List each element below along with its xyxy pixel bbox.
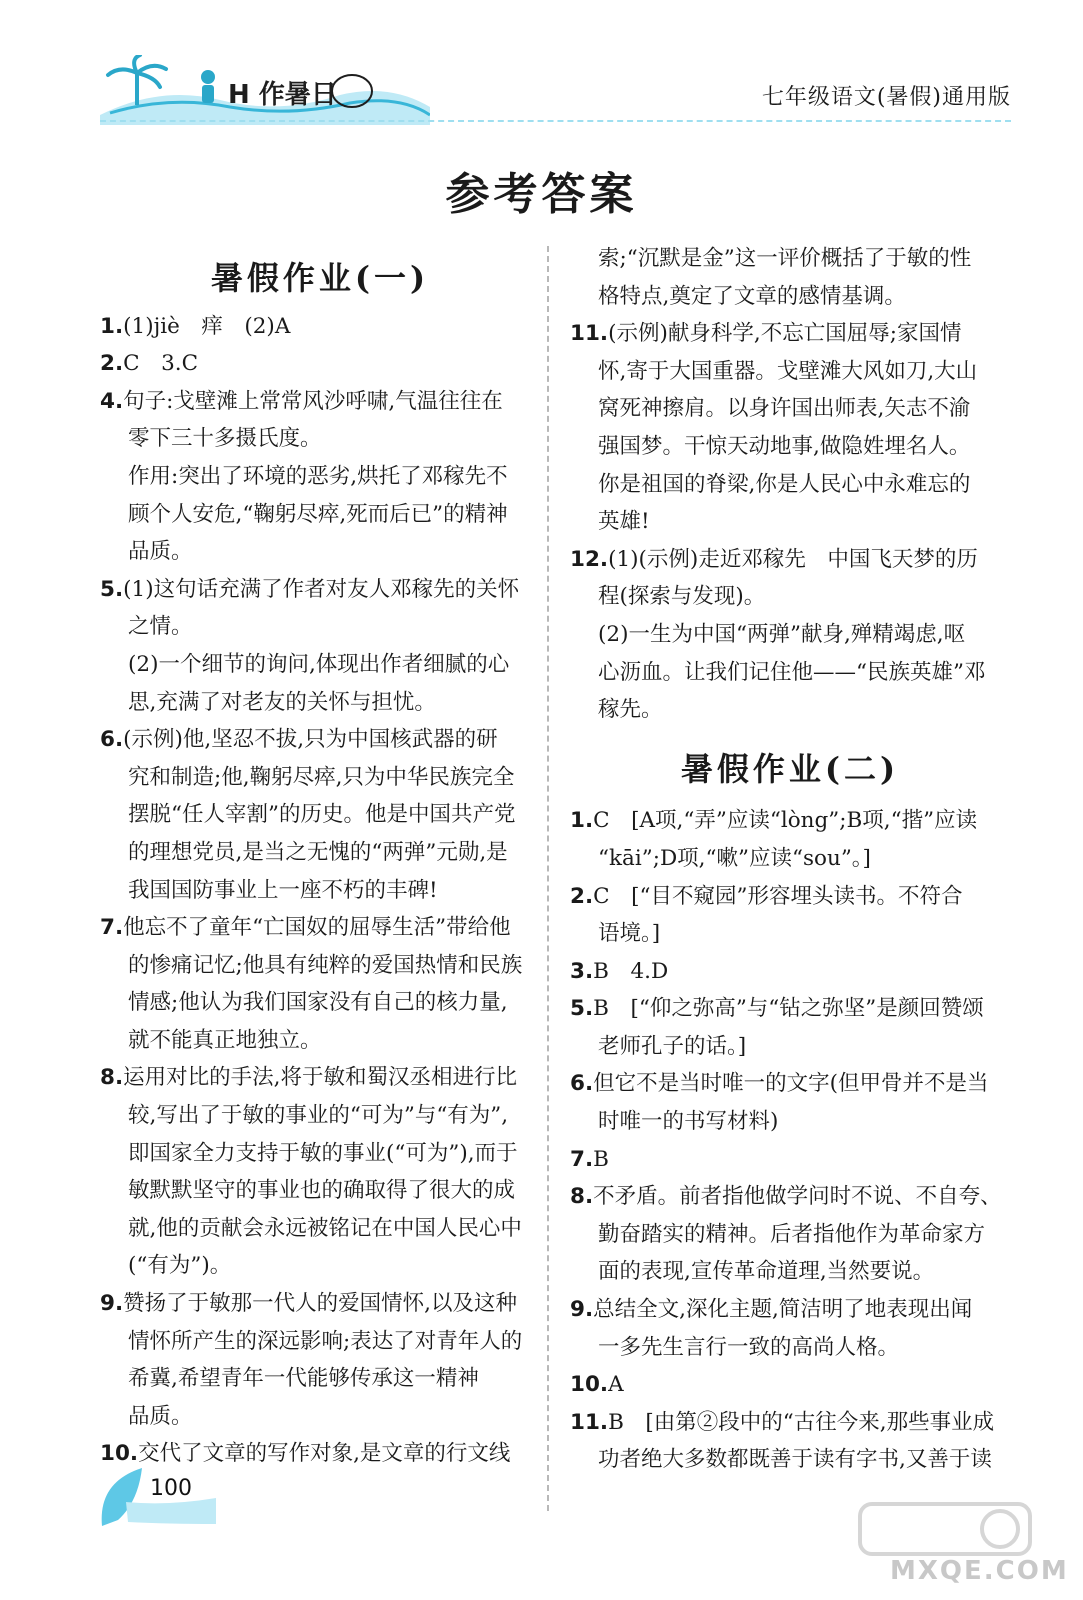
answer-continuation bbox=[570, 353, 1010, 391]
answer-text: 品质。 bbox=[128, 539, 193, 565]
answer-text: 之情。 bbox=[128, 614, 193, 640]
answer-continuation bbox=[100, 1398, 540, 1436]
answer-item bbox=[570, 953, 1010, 991]
answer-continuation bbox=[570, 616, 1010, 654]
answer-text: 强国梦。干惊天动地事,做隐姓埋名人。 bbox=[598, 433, 971, 459]
question-number: 9. bbox=[100, 1291, 124, 1317]
answer-text: “kāi”;D项,“嗽”应读“sou”。] bbox=[598, 845, 871, 871]
answer-text: (1)这句话充满了作者对友人邓稼先的关怀 bbox=[123, 576, 520, 602]
answer-item bbox=[570, 541, 1010, 579]
answer-text: C [“目不窥园”形容埋头读书。不符合 bbox=[593, 883, 963, 909]
question-number: 11. bbox=[570, 321, 609, 347]
answer-item bbox=[570, 1366, 1010, 1404]
answer-text: 怀,寄于大国重器。戈壁滩大风如刀,大山 bbox=[598, 358, 978, 384]
answer-text: 顾个人安危,“鞠躬尽瘁,死而后已”的精神 bbox=[128, 501, 508, 527]
answer-continuation bbox=[570, 1103, 1010, 1141]
question-number: 8. bbox=[570, 1184, 594, 1210]
answer-text: 时唯一的书写材料) bbox=[598, 1109, 779, 1135]
answer-continuation bbox=[570, 654, 1010, 692]
answer-item bbox=[100, 571, 540, 609]
answer-text: 你是祖国的脊梁,你是人民心中永难忘的 bbox=[598, 471, 971, 497]
answer-text: 老师孔子的话。] bbox=[598, 1033, 747, 1059]
answer-text: 究和制造;他,鞠躬尽瘁,只为中华民族完全 bbox=[128, 764, 515, 790]
answer-continuation bbox=[570, 503, 1010, 541]
answer-text: 我国国防事业上一座不朽的丰碑! bbox=[128, 877, 438, 903]
answer-continuation bbox=[100, 1172, 540, 1210]
answer-continuation bbox=[100, 872, 540, 910]
answer-text: 他忘不了童年“亡国奴的屈辱生活”带给他 bbox=[123, 915, 511, 941]
answer-item bbox=[570, 1141, 1010, 1179]
answer-text: 作用:突出了环境的恶劣,烘托了邓稼先不 bbox=[128, 463, 508, 489]
answer-text: B [“仰之弥高”与“钻之弥坚”是颜回赞颂 bbox=[593, 996, 984, 1022]
answer-continuation bbox=[100, 496, 540, 534]
answer-item bbox=[100, 1285, 540, 1323]
answer-continuation bbox=[570, 428, 1010, 466]
answer-text: 敏默默坚守的事业也的确取得了很大的成 bbox=[128, 1178, 516, 1204]
answer-continuation bbox=[570, 278, 1010, 316]
answer-continuation bbox=[100, 1323, 540, 1361]
answer-text: 情感;他认为我们国家没有自己的核力量, bbox=[128, 990, 508, 1016]
question-number: 6. bbox=[570, 1071, 594, 1097]
question-number: 5. bbox=[570, 996, 594, 1022]
answer-continuation bbox=[100, 646, 540, 684]
column-divider bbox=[547, 246, 549, 1511]
answer-text: 窝死神擦肩。以身许国出师表,矢志不渝 bbox=[598, 396, 971, 422]
answer-continuation bbox=[100, 608, 540, 646]
answer-continuation bbox=[570, 915, 1010, 953]
answer-text: 希冀,希望青年一代能够传承这一精神 bbox=[128, 1366, 479, 1392]
answer-text: 心沥血。让我们记住他——“民族英雄”邓 bbox=[598, 659, 986, 685]
question-number: 7. bbox=[100, 915, 124, 941]
answer-continuation bbox=[100, 533, 540, 571]
answer-text: B [由第②段中的“古往今来,那些事业成 bbox=[608, 1409, 995, 1435]
answer-text: 品质。 bbox=[128, 1403, 193, 1429]
answer-continuation bbox=[100, 984, 540, 1022]
question-number: 5. bbox=[100, 576, 124, 602]
answer-continuation bbox=[100, 947, 540, 985]
answer-item bbox=[100, 308, 540, 346]
answer-text: C 3.C bbox=[123, 351, 199, 377]
question-number: 10. bbox=[100, 1441, 139, 1467]
answer-text: 勤奋踏实的精神。后者指他作为革命家方 bbox=[598, 1221, 986, 1247]
answer-text: 的理想党员,是当之无愧的“两弹”元勋,是 bbox=[128, 839, 508, 865]
page-number: 100 bbox=[150, 1476, 192, 1501]
answer-continuation bbox=[570, 1216, 1010, 1254]
question-number: 2. bbox=[570, 883, 594, 909]
answer-continuation bbox=[100, 1210, 540, 1248]
answer-text: B 4.D bbox=[593, 958, 669, 984]
answer-text: 就,他的贡献会永远被铭记在中国人民心中 bbox=[128, 1215, 522, 1241]
answer-text: B bbox=[593, 1146, 609, 1172]
answer-text: 的惨痛记忆;他具有纯粹的爱国热情和民族 bbox=[128, 952, 523, 978]
answer-continuation bbox=[570, 390, 1010, 428]
question-number: 7. bbox=[570, 1146, 594, 1172]
edition-label: 七年级语文(暑假)通用版 bbox=[761, 85, 1011, 110]
answer-text: A bbox=[608, 1372, 624, 1398]
answer-item bbox=[100, 383, 540, 421]
answer-list bbox=[570, 240, 1010, 729]
answer-continuation bbox=[570, 1253, 1010, 1291]
answer-text: 情怀所产生的深远影响;表达了对青年人的 bbox=[128, 1328, 523, 1354]
answer-text: 交代了文章的写作对象,是文章的行文线 bbox=[138, 1441, 511, 1467]
answer-text: 思,充满了对老友的关怀与担忧。 bbox=[128, 689, 436, 715]
answer-item bbox=[570, 990, 1010, 1028]
question-number: 12. bbox=[570, 546, 609, 572]
answer-text: 摆脱“任人宰割”的历史。他是中国共产党 bbox=[128, 802, 516, 828]
answer-text: (“有为”)。 bbox=[128, 1253, 232, 1279]
question-number: 9. bbox=[570, 1297, 594, 1323]
answer-list bbox=[100, 308, 540, 1473]
answer-text: 赞扬了于敏那一代人的爱国情怀,以及这种 bbox=[123, 1291, 517, 1317]
watermark-text: MXQE.COM bbox=[890, 1556, 1069, 1586]
answer-text: 不矛盾。前者指他做学问时不说、不自夸、 bbox=[593, 1184, 1002, 1210]
answer-item bbox=[570, 1291, 1010, 1329]
answer-continuation bbox=[100, 834, 540, 872]
answer-continuation bbox=[100, 1135, 540, 1173]
answer-text: 语境。] bbox=[598, 921, 661, 947]
question-number: 6. bbox=[100, 727, 124, 753]
page-header bbox=[0, 0, 1083, 130]
answer-text: 就不能真正地独立。 bbox=[128, 1027, 322, 1053]
summer-homework-logo bbox=[100, 55, 430, 125]
question-number: 2. bbox=[100, 351, 124, 377]
answer-text: 英雄! bbox=[598, 509, 650, 535]
answer-text: 功者绝大多数都既善于读有字书,又善于读 bbox=[598, 1447, 992, 1473]
answer-continuation bbox=[100, 1360, 540, 1398]
answer-text: 总结全文,深化主题,简洁明了地表现出闻 bbox=[593, 1297, 973, 1323]
answer-item bbox=[570, 1404, 1010, 1442]
answer-continuation bbox=[570, 840, 1010, 878]
answer-item bbox=[100, 721, 540, 759]
answer-continuation bbox=[100, 759, 540, 797]
question-number: 1. bbox=[100, 313, 124, 339]
answer-continuation bbox=[570, 1028, 1010, 1066]
answer-item bbox=[570, 878, 1010, 916]
section-title: 暑假作业(一) bbox=[210, 259, 430, 297]
answer-continuation bbox=[100, 796, 540, 834]
answer-text: 即国家全力支持于敏的事业(“可为”),而于 bbox=[128, 1140, 518, 1166]
left-column bbox=[100, 240, 540, 1473]
answer-text: 运用对比的手法,将于敏和蜀汉丞相进行比 bbox=[123, 1065, 517, 1091]
answer-continuation bbox=[100, 420, 540, 458]
right-column bbox=[570, 240, 1010, 1479]
answer-item bbox=[570, 315, 1010, 353]
answer-text: C [A项,“弄”应读“lòng”;B项,“揩”应读 bbox=[593, 808, 978, 834]
answer-text: 稼先。 bbox=[598, 697, 663, 723]
answer-continuation bbox=[570, 1441, 1010, 1479]
section-title: 暑假作业(二) bbox=[680, 749, 900, 788]
answer-text: 一多先生言行一致的高尚人格。 bbox=[598, 1334, 900, 1360]
answer-text: 索;“沉默是金”这一评价概括了于敏的性 bbox=[598, 246, 972, 271]
answer-text: (示例)献身科学,不忘亡国屈辱;家国情 bbox=[608, 321, 962, 347]
answer-text: 面的表现,宣传革命道理,当然要说。 bbox=[598, 1259, 935, 1285]
answer-continuation bbox=[570, 466, 1010, 504]
answer-continuation bbox=[100, 684, 540, 722]
answer-item bbox=[570, 802, 1010, 840]
answer-continuation bbox=[100, 1097, 540, 1135]
question-number: 1. bbox=[570, 808, 594, 834]
page-title: 参考答案 bbox=[445, 169, 638, 220]
answer-text: (示例)他,坚忍不拔,只为中国核武器的研 bbox=[123, 727, 498, 753]
answer-text: 句子:戈壁滩上常常风沙呼啸,气温往往在 bbox=[123, 388, 503, 414]
answer-text: 但它不是当时唯一的文字(但甲骨并不是当 bbox=[593, 1071, 989, 1097]
question-number: 8. bbox=[100, 1065, 124, 1091]
question-number: 11. bbox=[570, 1409, 609, 1435]
answer-item bbox=[100, 909, 540, 947]
answer-text: (1)(示例)走近邓稼先 中国飞天梦的历 bbox=[608, 546, 978, 572]
logo-text: H 作暑日 bbox=[228, 80, 337, 110]
question-number: 10. bbox=[570, 1372, 609, 1398]
answer-text: 零下三十多摄氏度。 bbox=[128, 426, 322, 452]
answer-continuation bbox=[570, 578, 1010, 616]
answer-continuation bbox=[570, 691, 1010, 729]
answer-text: 格特点,奠定了文章的感情基调。 bbox=[598, 283, 906, 309]
answer-item bbox=[100, 345, 540, 383]
answer-continuation bbox=[570, 240, 1010, 278]
answer-item bbox=[570, 1065, 1010, 1103]
question-number: 3. bbox=[570, 958, 594, 984]
answer-continuation bbox=[100, 458, 540, 496]
answer-continuation bbox=[100, 1247, 540, 1285]
answer-text: (2)一个细节的询问,体现出作者细腻的心 bbox=[128, 651, 510, 677]
question-number: 4. bbox=[100, 388, 124, 414]
answer-item bbox=[100, 1059, 540, 1097]
answer-text: 程(探索与发现)。 bbox=[598, 584, 766, 610]
answer-list bbox=[570, 802, 1010, 1479]
header-divider bbox=[100, 120, 1011, 122]
answer-text: (2)一生为中国“两弹”献身,殚精竭虑,呕 bbox=[598, 621, 966, 647]
answer-text: (1)jiè 痒 (2)A bbox=[123, 313, 291, 339]
answer-continuation bbox=[570, 1329, 1010, 1367]
answer-item bbox=[570, 1178, 1010, 1216]
answer-text: 较,写出了于敏的事业的“可为”与“有为”, bbox=[128, 1103, 509, 1129]
answer-continuation bbox=[100, 1022, 540, 1060]
